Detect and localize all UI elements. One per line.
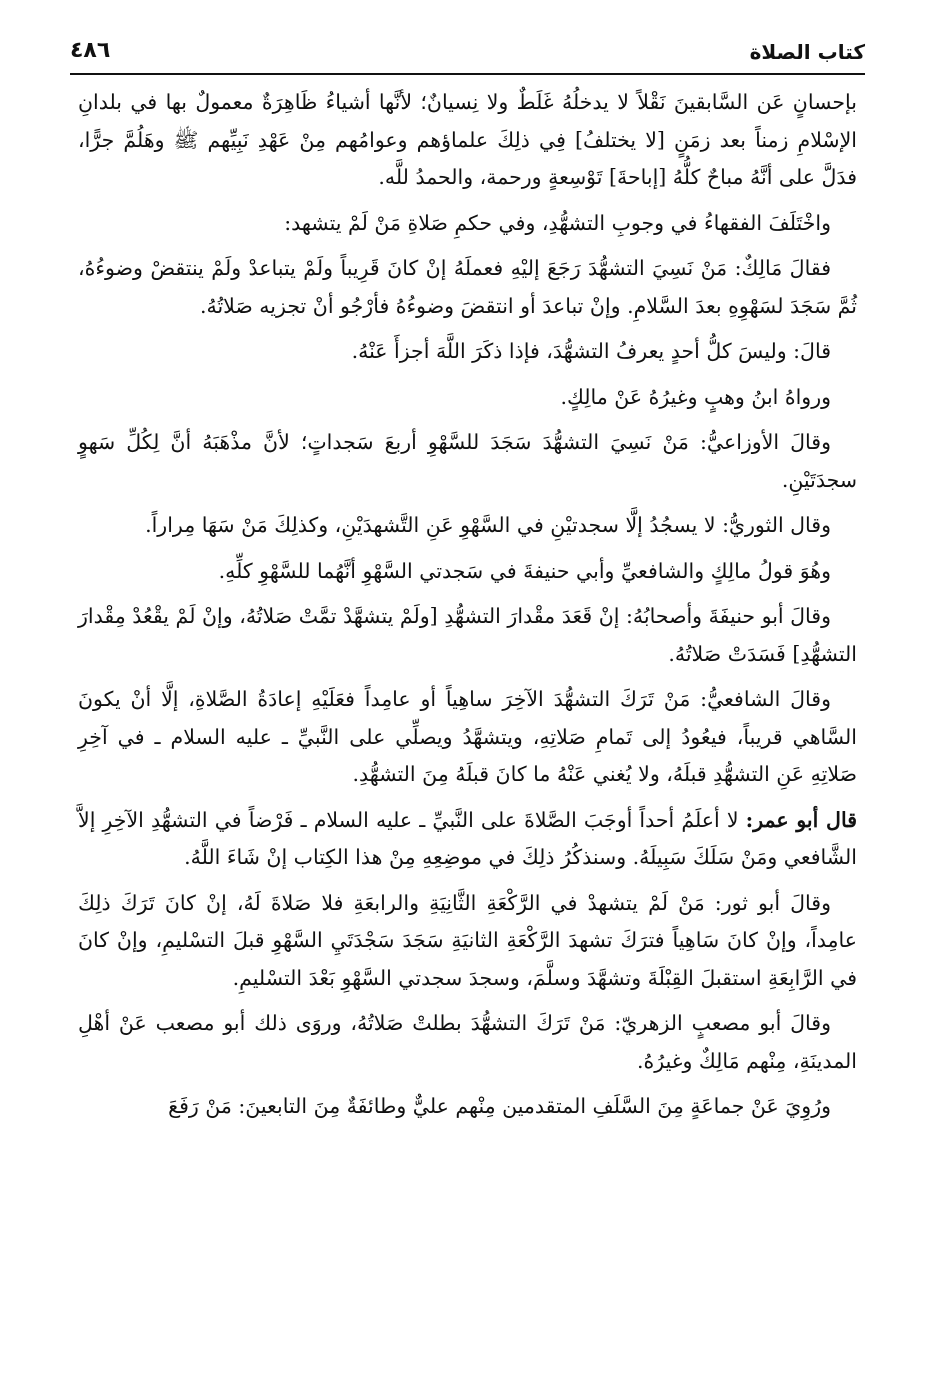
paragraph-text: وهُوَ قولُ مالِكٍ والشافعيِّ وأبي حنيفةَ في سَجدتي السَّهْوِ أنَّهُما للسَّهْوِ كلِّهِ. (218, 558, 831, 583)
paragraph (78, 84, 857, 197)
paragraph-text: بإحسانٍ عَن السَّابقينَ نَقْلاً لا يدخلُهُ غَلَطٌ ولا نِسيانٌ؛ لأنَّها أشياءُ ظَاهِرَةٌ معمولٌ بها في بلدانِ الإسْلامِ زمناً بعد زمَنٍ [لا يختلفُ] فِي ذلِكَ علماؤهم وعوامُهم مِنْ عَهْدِ نَبِيِّهم ﷺ وهَلُمَّ جرًّا، فدَلَّ على أنَّهُ مباحٌ كلُّهُ [إباحةَ] تَوْسِعةٍ ورحمة، والحمدُ للَّه. (78, 90, 857, 189)
paragraph (78, 333, 857, 371)
paragraph-text: وقالَ الشافعيُّ: مَنْ تَرَكَ التشهُّدَ الآخِرَ ساهِياً أو عامِداً فعَلَيْهِ إعادَةُ الصَّلاةِ، إلَّا أنْ يكونَ السَّاهي قريباً، فيعُودُ إلى تَمامِ صَلاتِهِ، ويتشهَّدُ ويصلِّي على النَّبيِّ ـ عليه السلام ـ في آخِرِ صَلاتِهِ عَنِ التشهُّدِ قبلَهُ، ولا يُغني عَنْهُ ما كانَ قبلَهُ مِنَ التشهُّدِ. (78, 687, 857, 786)
paragraph-text: لا أعلَمُ أحداً أوجَبَ الصَّلاةَ على النَّبيِّ ـ عليه السلام ـ فَرْضاً في التشهُّدِ الآخِرِ إلاَّ الشَّافعي ومَنْ سَلَكَ سَبِيلَهُ. وسنذكُرُ ذلِكَ في موضِعِهِ مِنْ هذا الكِتاب إنْ شَاءَ اللَّهُ. (78, 807, 857, 869)
paragraph (78, 1005, 857, 1080)
paragraph-text: وقالَ أبو ثور: مَنْ لَمْ يتشهدْ في الرَّكْعَةِ الثَّانِيَةِ والرابعَةِ فلا صَلاةَ لَهُ، إنْ كانَ تَرَكَ ذلِكَ عامِداً، وإنْ كانَ سَاهِياً فترَكَ تشهدَ الرَّكْعَةِ الثانيَةِ سَجَدَ سَجْدَتَيِ السَّهْوِ قبلَ التسْليمِ، وإنْ كانَ في الرَّابِعَةِ استقبلَ القِبْلَةَ وتشهَّدَ وسلَّمَ، وسجدَ سجدتي السَّهْوِ بَعْدَ التسْليمِ. (78, 890, 857, 990)
paragraph (78, 507, 857, 545)
paragraph-text: وقالَ الأوزاعيُّ: مَنْ نَسِيَ التشهُّدَ سَجَدَ للسَّهْوِ أربعَ سَجداتٍ؛ لأنَّ مذْهَبَهُ أنَّ لِكُلِّ سَهوٍ سجدَتَيْنِ. (78, 430, 857, 492)
body-text (78, 84, 857, 1380)
paragraph-text: ورُوِيَ عَنْ جماعَةٍ مِنَ السَّلَفِ المتقدمين مِنْهم عليٌّ وطائفَةٌ مِنَ التابعينَ: مَنْ رَفَعَ (168, 1094, 831, 1118)
paragraph (78, 598, 857, 673)
paragraph (78, 681, 857, 794)
running-header-title: كتاب الصلاة (749, 40, 865, 64)
paragraph (78, 885, 857, 998)
paragraph-lead: قال أبو عمر: (745, 807, 857, 832)
paragraph-text: فقالَ مَالِكٌ: مَنْ نَسِيَ التشهُّدَ رَجَعَ إليْهِ فعملَهُ إنْ كانَ قَرِيباً ولَمْ يتباعدْ ولَمْ ينتقضْ وضوءُهُ، ثُمَّ سَجَدَ لسَهْوِهِ بعدَ السَّلامِ. وإنْ تباعدَ أو انتقضَ وضوءُهُ فأرْجُو أنْ تجزيه صَلاتُهُ. (78, 256, 857, 318)
paragraph (78, 1088, 857, 1126)
page-number: ٤٨٦ (70, 38, 111, 63)
paragraph (78, 424, 857, 499)
paragraph-text: قالَ: وليسَ كلُّ أحدٍ يعرفُ التشهُّدَ، فإذا ذكَرَ اللَّهَ أجزأَ عَنْهُ. (351, 339, 831, 363)
running-header (70, 40, 865, 74)
paragraph-text: وقالَ أبو مصعبٍ الزهريّ: مَنْ تَرَكَ التشهُّدَ بطلتْ صَلاتُهُ، وروَى ذلك أبو مصعب عَنْ أهْلِ المدينَةِ، مِنْهم مَالِكٌ وغيرُهُ. (78, 1011, 857, 1073)
paragraph-text: وقال الثوريُّ: لا يسجُدُ إلَّا سجدتيْنِ في السَّهْوِ عَنِ التَّشهدَيْنِ، وكذلِكَ مَنْ سَهَا مِراراً. (145, 513, 831, 537)
paragraph (78, 379, 857, 417)
paragraph (78, 802, 857, 877)
paragraph (78, 250, 857, 325)
paragraph (78, 553, 857, 591)
header-rule (70, 73, 865, 75)
paragraph (78, 205, 857, 243)
paragraph-text: ورواهُ ابنُ وهبٍ وغيرُهُ عَنْ مالِكٍ. (560, 384, 831, 409)
paragraph-text: واخْتَلَفَ الفقهاءُ في وجوبِ التشهُّدِ، وفي حكمِ صَلاةِ مَنْ لَمْ يتشهد: (284, 210, 831, 235)
paragraph-text: وقالَ أبو حنيفَةَ وأصحابُهُ: إنْ قَعَدَ مقْدارَ التشهُّدِ [ولَمْ يتشهَّدْ تمَّتْ صَلاتُهُ، وإنْ لَمْ يقْعُدْ مِقْدارَ التشهُّدِ] فَسَدَتْ صَلاتُهُ. (78, 604, 857, 666)
